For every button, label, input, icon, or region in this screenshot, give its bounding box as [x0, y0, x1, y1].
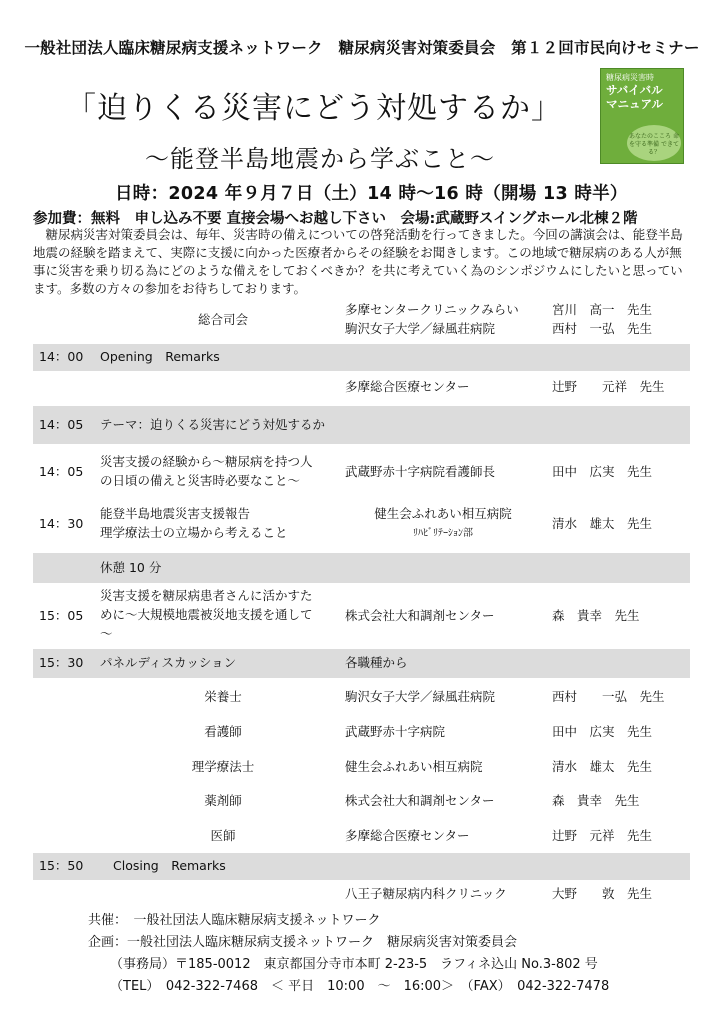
mc-name-1: 宮川 高一 先生: [552, 302, 653, 317]
mc-name-2: 西村 一弘 先生: [552, 321, 653, 336]
panelist-name: 森 貴幸 先生: [552, 793, 640, 808]
closing-speaker-row: [33, 883, 690, 907]
talk3-topic-line3: 〜: [100, 626, 113, 641]
book-cover-line3: マニュアル: [606, 97, 664, 111]
talk3-time: 15：05: [39, 608, 84, 623]
panelist-org: 駒沢女子大学／緑風荘病院: [345, 689, 496, 704]
page-title: 「迫りくる災害にどう対処するか」: [66, 91, 562, 126]
closing-label: Closing Remarks: [113, 858, 226, 873]
talk3-org: 株式会社大和調剤センター: [345, 608, 495, 623]
mc-row: [33, 300, 690, 342]
talk2-time: 14：30: [39, 516, 84, 531]
talk1-name: 田中 広実 先生: [552, 464, 653, 479]
talk3-name: 森 貴幸 先生: [552, 608, 640, 623]
mc-org-1: 多摩センタークリニックみらい: [345, 302, 519, 317]
panel-time: 15：30: [39, 655, 84, 670]
break-row: [33, 553, 690, 583]
mc-role: 総合司会: [197, 312, 248, 327]
footer: [88, 910, 609, 998]
theme-label: テーマ：迫りくる災害にどう対処するか: [100, 417, 326, 432]
panelist-role: 医師: [210, 828, 236, 843]
organizer-header: 一般社団法人臨床糖尿病支援ネットワーク 糖尿病災害対策委員会 第１２回市民向けセミナー: [24, 39, 700, 57]
page-subtitle: 〜能登半島地震から学ぶこと〜: [145, 145, 495, 173]
panelist-row: [33, 686, 690, 710]
opening-row: [33, 344, 690, 371]
panelist-row: [33, 825, 690, 849]
footer-contact: （TEL） 042-322-7468 ＜ 平日 10:00 〜 16:00＞ （FAX） 042-322-7478: [110, 979, 610, 994]
talk2-name: 清水 雄太 先生: [552, 516, 653, 531]
fee-and-venue: 参加費：無料 申し込み不要 直接会場へお越し下さい 会場:武蔵野スイングホール北棟２階: [33, 211, 638, 227]
panelist-role: 栄養士: [204, 689, 242, 704]
opening-speaker-name: 辻野 元祥 先生: [552, 379, 665, 394]
opening-speaker-row: [33, 372, 690, 404]
event-datetime: 日時：2024 年９月７日（土）14 時〜16 時（開場 13 時半）: [115, 184, 628, 204]
panel-org: 各職種から: [345, 655, 408, 670]
talk1-time: 14：05: [39, 464, 84, 479]
panelist-role: 理学療法士: [191, 759, 255, 774]
closing-speaker-name: 大野 敦 先生: [552, 886, 653, 901]
intro-paragraph: 糖尿病災害対策委員会は、毎年、災害時の備えについての啓発活動を行ってきました。今回の講演会は、能登半島地震の経験を踏まえて、実際に支援に向かった医療者からその経験をお聞きします。この地域で糖尿病のある人が無事に災害を乗り切る為にどのような備えをしておくべきか？を共に考えていく為のシンポジウムにしたいと思っています。多数の方々の参加をお待ちしております。: [33, 227, 683, 296]
talk2-org-line1: 健生会ふれあい相互病院: [374, 506, 512, 521]
mc-org-2: 駒沢女子大学／緑風荘病院: [345, 321, 496, 336]
opening-label: Opening Remarks: [100, 349, 220, 364]
panelist-org: 武蔵野赤十字病院: [345, 724, 446, 739]
book-cover-bubble: あなたのこころ 命を守る準備 できてる？: [627, 125, 681, 161]
book-cover-line1: 糖尿病災害時: [606, 73, 654, 82]
panelist-role: 薬剤師: [204, 793, 242, 808]
panel-label: パネルディスカッション: [100, 655, 237, 670]
talk3-topic-line2: めに〜大規模地震被災地支援を通して: [100, 607, 313, 622]
theme-time: 14：05: [39, 417, 84, 432]
footer-cosponsor: 共催： 一般社団法人臨床糖尿病支援ネットワーク: [88, 913, 381, 928]
panelist-name: 田中 広実 先生: [552, 724, 653, 739]
talk2-org-line2: ﾘﾊﾋﾞﾘﾃｰｼｮﾝ部: [413, 528, 473, 539]
panelist-row: [33, 790, 690, 814]
talk2-topic-line1: 能登半島地震災害支援報告: [100, 506, 251, 521]
opening-time: 14：00: [39, 349, 84, 364]
opening-speaker-org: 多摩総合医療センター: [345, 379, 470, 394]
talk2-topic-line2: 理学療法士の立場から考えること: [100, 525, 288, 540]
panelist-row: [33, 721, 690, 745]
panelist-name: 辻野 元祥 先生: [552, 828, 653, 843]
closing-time: 15：50: [39, 858, 84, 873]
panel-row: [33, 649, 690, 678]
talk1-row: [33, 452, 690, 496]
closing-row: [33, 853, 690, 880]
footer-office-address: （事務局）〒185-0012 東京都国分寺市本町 2-23-5 ラフィネ込山 No.3-802 号: [110, 957, 598, 972]
footer-planning: 企画：一般社団法人臨床糖尿病支援ネットワーク 糖尿病災害対策委員会: [88, 935, 518, 950]
program-table: [33, 0, 690, 1024]
talk3-topic-line1: 災害支援を糖尿病患者さんに活かすた: [100, 588, 313, 603]
talk1-topic-line1: 災害支援の経験から〜糖尿病を持つ人: [100, 454, 313, 469]
panelist-role: 看護師: [204, 724, 242, 739]
talk2-row: [33, 504, 690, 548]
talk3-row: [33, 587, 690, 645]
closing-speaker-org: 八王子糖尿病内科クリニック: [345, 886, 507, 901]
panelist-name: 西村 一弘 先生: [552, 689, 665, 704]
theme-row: [33, 406, 690, 444]
panelist-org: 多摩総合医療センター: [345, 828, 470, 843]
talk1-topic-line2: の日頃の備えと災害時必要なこと〜: [100, 473, 301, 488]
panelist-name: 清水 雄太 先生: [552, 759, 653, 774]
panelist-row: [33, 756, 690, 780]
book-cover-line2: サバイバル: [606, 83, 663, 97]
talk1-org: 武蔵野赤十字病院看護師長: [345, 464, 496, 479]
panelist-org: 株式会社大和調剤センター: [345, 793, 495, 808]
panelist-org: 健生会ふれあい相互病院: [345, 759, 483, 774]
break-label: 休憩 10 分: [100, 560, 162, 575]
